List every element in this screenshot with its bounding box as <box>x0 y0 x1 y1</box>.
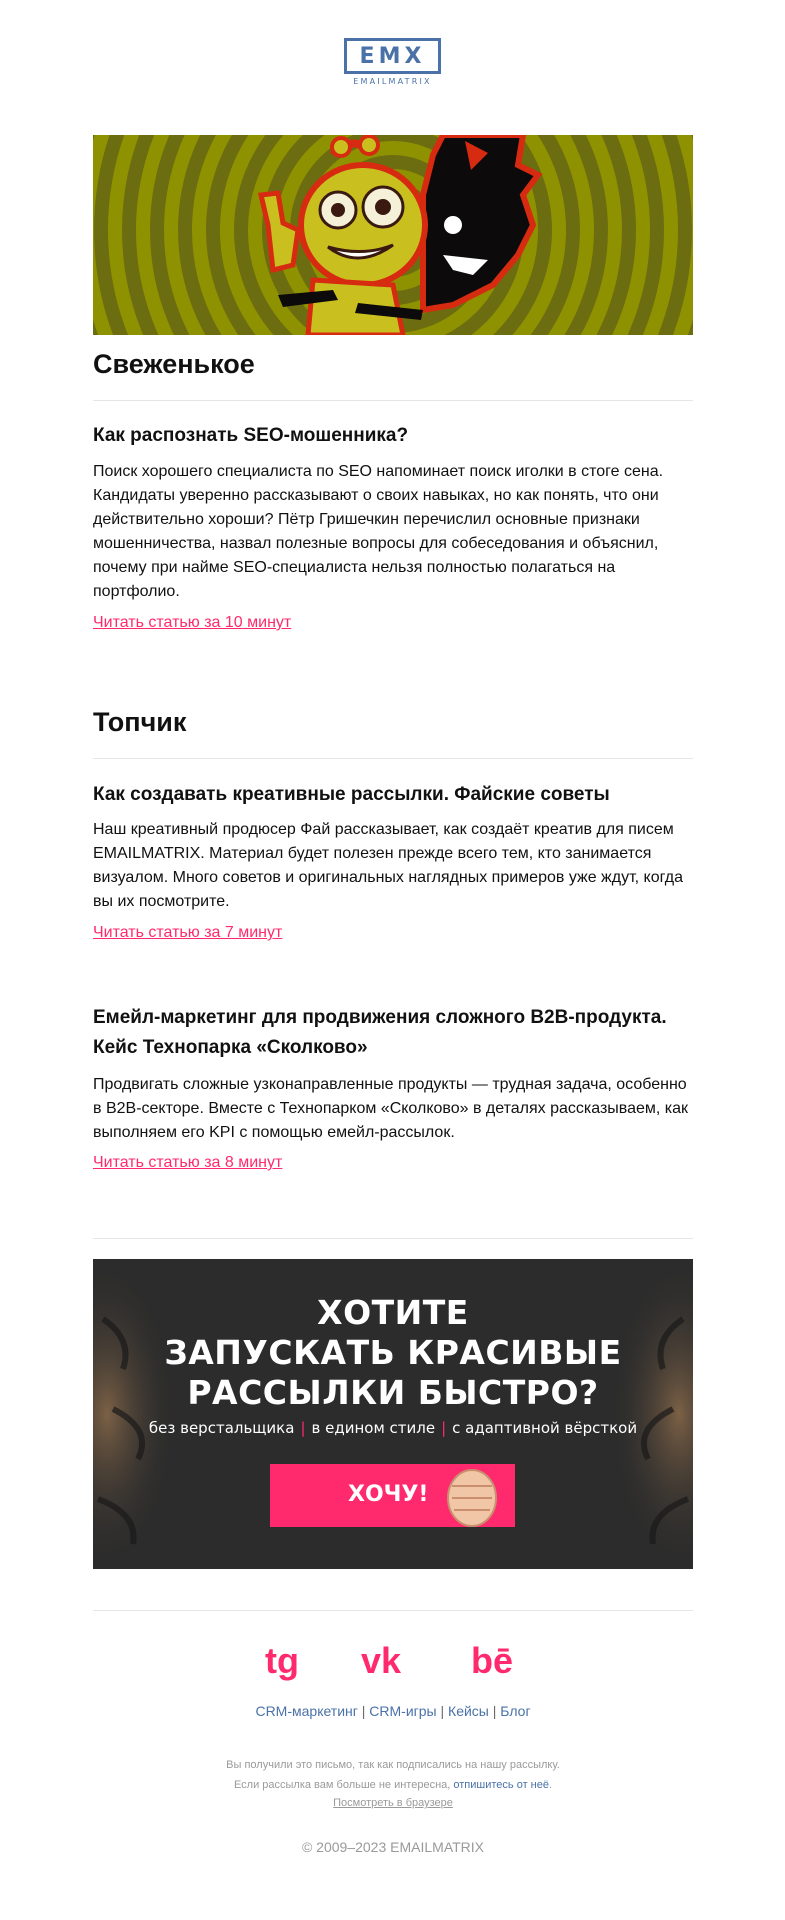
section-divider <box>93 1238 693 1239</box>
hypnotic-character-illustration <box>93 135 693 335</box>
logo-mark <box>344 38 441 74</box>
article-description: Наш креативный продюсер Фай рассказывает, как создаёт креатив для писем EMAILMATRIX. Материал будет полезен прежде всего тем, кто занимается визуалом. Много советов и оригинальных наглядных примеров уже ждут, когда вы их посмотрите. <box>93 821 683 910</box>
footer-divider <box>93 1610 693 1611</box>
subscription-notice <box>93 1755 693 1795</box>
section-title-fresh: Свеженькое <box>93 349 255 379</box>
view-in-browser-link[interactable]: Посмотреть в браузере <box>333 1797 453 1809</box>
banner-headline <box>93 1293 693 1413</box>
banner-feature-separator: | <box>441 1419 447 1437</box>
footer-links <box>93 1703 693 1719</box>
logo-mark-text: EMX <box>359 43 426 69</box>
copyright: © 2009–2023 EMAILMATRIX <box>301 1839 485 1855</box>
vk-icon[interactable]: vk <box>361 1640 402 1681</box>
section-divider <box>93 400 693 401</box>
footer-link-separator: | <box>492 1703 497 1719</box>
promo-banner[interactable] <box>93 1259 693 1569</box>
want-button[interactable] <box>270 1464 515 1527</box>
read-article-link[interactable]: Читать статью за 7 минут <box>93 924 283 941</box>
read-article-link[interactable]: Читать статью за 10 минут <box>93 614 292 631</box>
footer-link-blog[interactable]: Блог <box>500 1703 531 1719</box>
unsubscribe-link[interactable]: отпишитесь от неё <box>453 1779 549 1791</box>
want-button-label: ХОЧУ! <box>348 1482 429 1507</box>
behance-icon[interactable]: bē <box>471 1640 514 1681</box>
unsubscribe-suffix: . <box>548 1779 553 1791</box>
banner-feature: без верстальщика <box>148 1419 295 1437</box>
article-title[interactable]: Как распознать SEO-мошенника? <box>93 425 409 446</box>
banner-feature: с адаптивной вёрсткой <box>452 1419 638 1437</box>
article-description: Поиск хорошего специалиста по SEO напоминает поиск иголки в стоге сена. Кандидаты уверенно рассказывают о своих навыках, но как понять, что они действительно хороши? Пётр Гришечкин перечислил основные признаки мошенничества, назвал полезные вопросы для собеседования и объяснил, почему при найме SEO-специалиста нельзя полностью полагаться на портфолио. <box>93 463 664 600</box>
subscription-notice-line: Вы получили это письмо, так как подписались на нашу рассылку. <box>226 1759 560 1771</box>
view-in-browser <box>93 1797 693 1809</box>
unsubscribe-prefix: Если рассылка вам больше не интересна, <box>233 1779 451 1791</box>
footer-link-separator: | <box>361 1703 366 1719</box>
banner-headline-line: ЗАПУСКАТЬ КРАСИВЫЕ <box>164 1333 622 1372</box>
section-divider <box>93 758 693 759</box>
banner-headline-line: РАССЫЛКИ БЫСТРО? <box>187 1373 599 1412</box>
article-description: Продвигать сложные узконаправленные продукты — трудная задача, особенно в B2B-секторе. Вместе с Технопарком «Сколково» в деталях рассказываем, как выполняем его KPI с помощью емейл-рассылок. <box>93 1076 689 1141</box>
article-title[interactable]: Емейл-маркетинг для продвижения сложного B2B-продукта. Кейс Технопарка «Сколково» <box>93 1007 667 1058</box>
emailmatrix-logo[interactable] <box>344 38 441 88</box>
telegram-icon[interactable]: tg <box>265 1640 299 1681</box>
footer-link-crm-games[interactable]: CRM-игры <box>369 1703 437 1719</box>
read-article-link[interactable]: Читать статью за 8 минут <box>93 1154 283 1171</box>
footer-link-crm-marketing[interactable]: CRM-маркетинг <box>255 1703 358 1719</box>
article-title[interactable]: Как создавать креативные рассылки. Файские советы <box>93 784 610 805</box>
banner-feature-separator: | <box>300 1419 306 1437</box>
banner-headline-line: ХОТИТЕ <box>317 1293 469 1332</box>
footer-link-separator: | <box>440 1703 445 1719</box>
footer-link-cases[interactable]: Кейсы <box>448 1703 489 1719</box>
unsubscribe-notice-line <box>93 1775 693 1795</box>
logo-wordmark: EMAILMATRIX <box>353 77 432 86</box>
hero-illustration[interactable] <box>93 135 693 335</box>
fist-icon <box>442 1464 502 1530</box>
banner-feature: в едином стиле <box>311 1419 436 1437</box>
section-title-top: Топчик <box>93 707 187 737</box>
banner-features <box>93 1419 693 1437</box>
